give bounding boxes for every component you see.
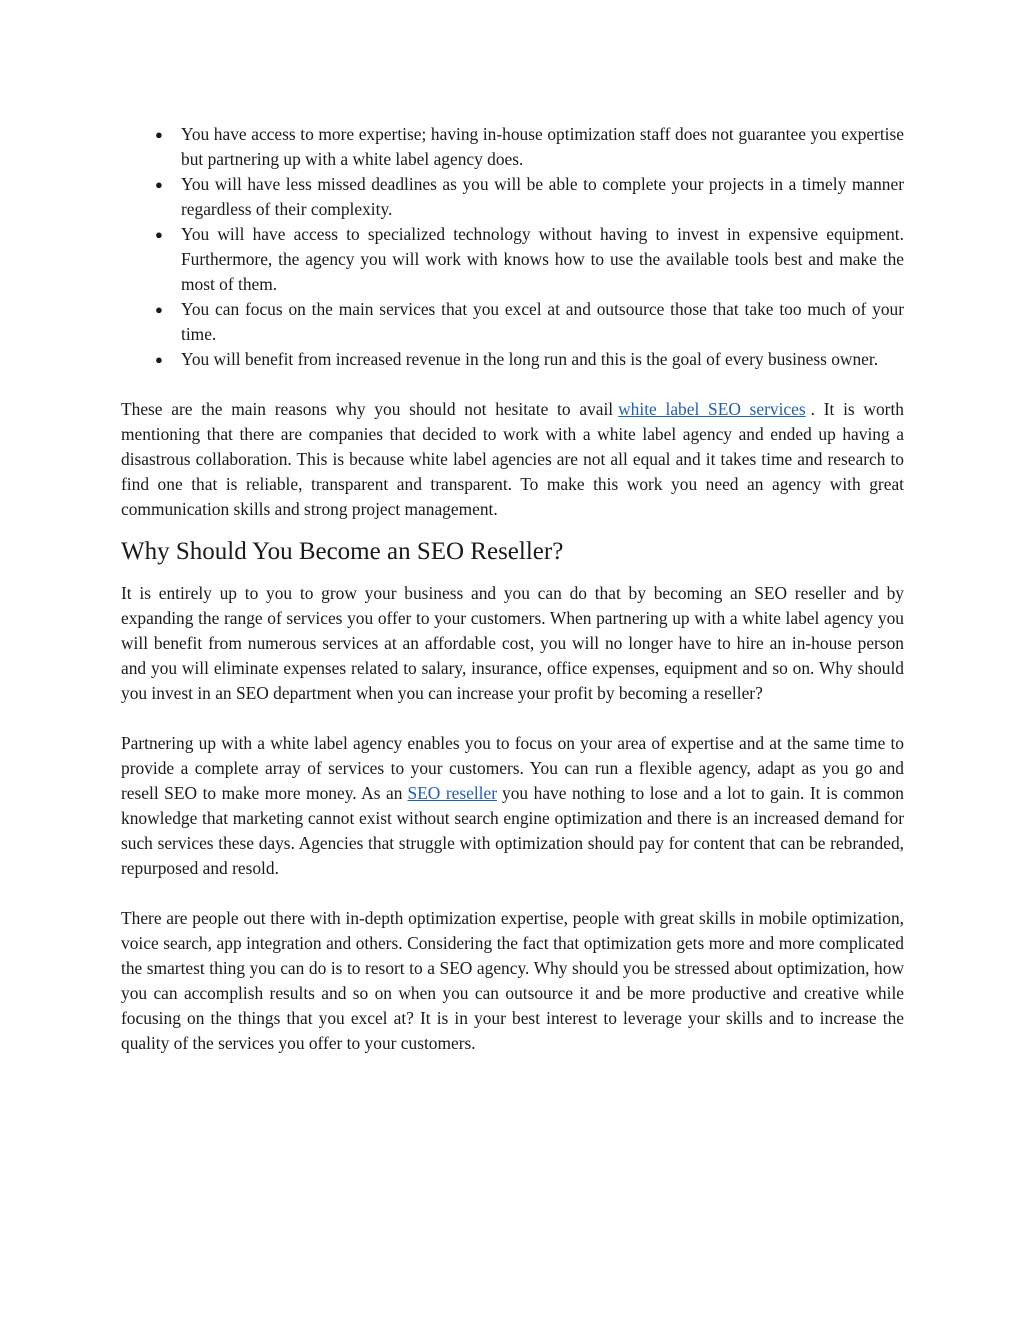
list-item [121,172,904,222]
paragraph-expertise: There are people out there with in-depth optimization expertise, people with great skills in mobile optimization, voice search, app integration and others. Considering the fact that optimization gets more and more complicated the smartest thing you can do is to resort to a SEO agency. Why should you be stressed about optimization, how you can accomplish results and so on when you can outsource it and be more productive and creative while focusing on the things that you excel at? It is in your best interest to leverage your skills and to increase the quality of the services you offer to your customers. [121,908,904,1053]
bullet-icon: ● [155,177,163,192]
list-item-text: You have access to more expertise; having in-house optimization staff does not guarantee you expertise but partnering up with a white label agency does. [181,124,904,169]
bullet-icon: ● [155,352,163,367]
seo-reseller-link[interactable]: SEO reseller [407,783,498,803]
benefits-list [121,122,904,372]
document-page [121,122,904,1056]
paragraph-text: Partnering up with a white label agency enables you to focus on your area of expertise and at the same time to provide a complete array of services to your customers. You can run a flexible agency, adapt as you go and resell SEO to make more money. As an [121,733,904,803]
paragraph-partnering [121,731,904,881]
list-item-text: You will have less missed deadlines as you will be able to complete your projects in a timely manner regardless of their complexity. [181,174,904,219]
bullet-icon: ● [155,127,163,142]
bullet-icon: ● [155,302,163,317]
list-item-text: You will benefit from increased revenue in the long run and this is the goal of every business owner. [181,349,879,369]
paragraph-text: These are the main reasons why you should not hesitate to avail [121,399,614,419]
paragraph-grow-business: It is entirely up to you to grow your business and you can do that by becoming an SEO reseller and by expanding the range of services you offer to your customers. When partnering up with a white label agency you will benefit from numerous services at an affordable cost, you will no longer have to hire an in-house person and you will eliminate expenses related to salary, insurance, office expenses, equipment and so on. Why should you invest in an SEO department when you can increase your profit by becoming a reseller? [121,583,904,703]
section-heading: Why Should You Become an SEO Reseller? [121,538,564,565]
list-item [121,222,904,297]
white-label-seo-services-link[interactable]: white label SEO services [618,399,806,419]
paragraph-text: . It is worth mentioning that there are companies that decided to work with a white label agency and ended up having a disastrous collaboration. This is because white label agencies are not all equal and it takes time and research to find one that is reliable, transparent and transparent. To make this work you need an agency with great communication skills and strong project management. [121,399,904,519]
paragraph-reasons [121,397,904,522]
list-item [121,297,904,347]
bullet-icon: ● [155,227,163,242]
list-item [121,122,904,172]
list-item [121,347,904,372]
paragraph-text: you have nothing to lose and a lot to gain. It is common knowledge that marketing cannot exist without search engine optimization and there is an increased demand for such services these days. Agencies that struggle with optimization should pay for content that can be rebranded, repurposed and resold. [121,783,905,878]
list-item-text: You will have access to specialized technology without having to invest in expensive equipment. Furthermore, the agency you will work with knows how to use the available tools best and make the most of them. [181,224,904,294]
list-item-text: You can focus on the main services that you excel at and outsource those that take too much of your time. [181,299,904,344]
